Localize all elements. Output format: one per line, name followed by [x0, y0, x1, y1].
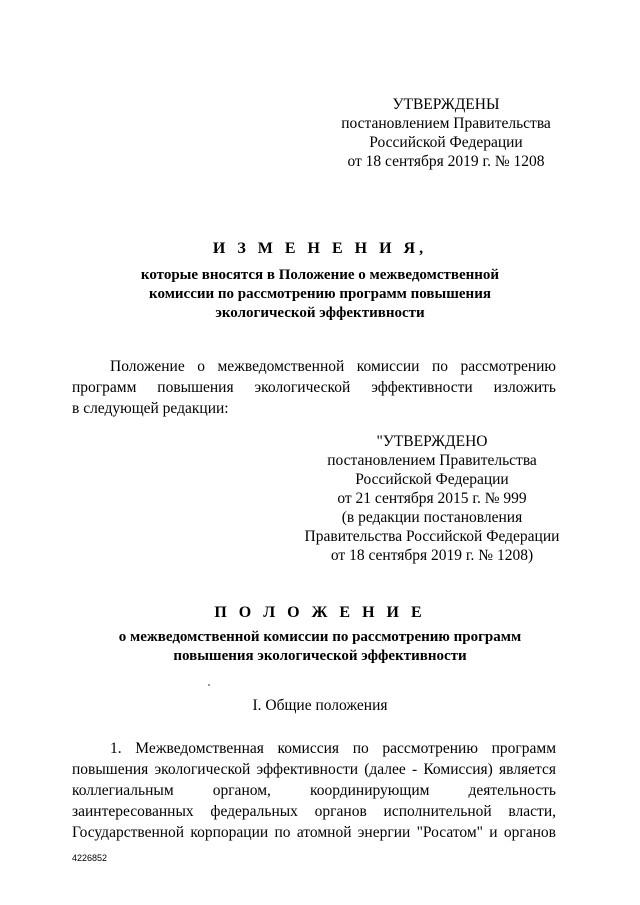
body-paragraph-line: коллегиальным органом, координирующим деятельность [72, 782, 556, 799]
regulation-title: П О Л О Ж Е Н И Е [214, 604, 426, 621]
inner-approval-stamp [300, 432, 564, 565]
body-paragraph [72, 738, 556, 843]
intro-paragraph-line: программ повышения экологической эффективности изложить [72, 379, 556, 396]
regulation-subtitle-line: о межведомственной комиссии по рассмотрению программ [118, 629, 522, 645]
changes-subtitle [90, 266, 550, 323]
body-paragraph-line: 1. Межведомственная комиссия по рассмотрению программ [110, 740, 556, 757]
inner-stamp-line: от 21 сентября 2015 г. № 999 [337, 490, 527, 507]
approval-stamp-line: постановлением Правительства [341, 115, 551, 132]
approval-stamp-line: Российской Федерации [369, 134, 523, 151]
changes-subtitle-line: экологической эффективности [215, 305, 425, 321]
inner-stamp-line: Российской Федерации [355, 471, 509, 488]
inner-stamp-line: постановлением Правительства [327, 452, 537, 469]
body-paragraph-line: повышения экологической эффективности (далее - Комиссия) является [72, 761, 556, 778]
scan-speck [208, 684, 210, 686]
section-heading: I. Общие положения [252, 697, 388, 714]
inner-stamp-line: "УТВЕРЖДЕНО [376, 433, 488, 450]
regulation-subtitle [90, 628, 550, 666]
document-code: 4226852 [72, 853, 108, 863]
inner-stamp-line: от 18 сентября 2019 г. № 1208) [330, 547, 534, 564]
body-paragraph-line: Государственной корпорации по атомной энергии "Росатом" и органов [72, 824, 556, 841]
intro-paragraph [72, 356, 556, 419]
inner-stamp-line: Правительства Российской Федерации [304, 528, 560, 545]
intro-paragraph-line: Положение о межведомственной комиссии по рассмотрению [110, 358, 556, 375]
body-paragraph-line: заинтересованных федеральных органов исполнительной власти, [72, 803, 556, 820]
changes-subtitle-line: которые вносятся в Положение о межведомственной [140, 267, 500, 283]
approval-stamp-line: от 18 сентября 2019 г. № 1208 [347, 153, 545, 170]
approval-stamp-line: УТВЕРЖДЕНЫ [392, 96, 500, 113]
changes-subtitle-line: комиссии по рассмотрению программ повышения [149, 286, 491, 302]
inner-stamp-line: (в редакции постановления [341, 509, 523, 526]
approval-stamp [330, 95, 562, 171]
intro-paragraph-line: в следующей редакции: [72, 400, 229, 417]
regulation-subtitle-line: повышения экологической эффективности [173, 648, 467, 664]
changes-title: И З М Е Н Е Н И Я, [212, 240, 428, 257]
